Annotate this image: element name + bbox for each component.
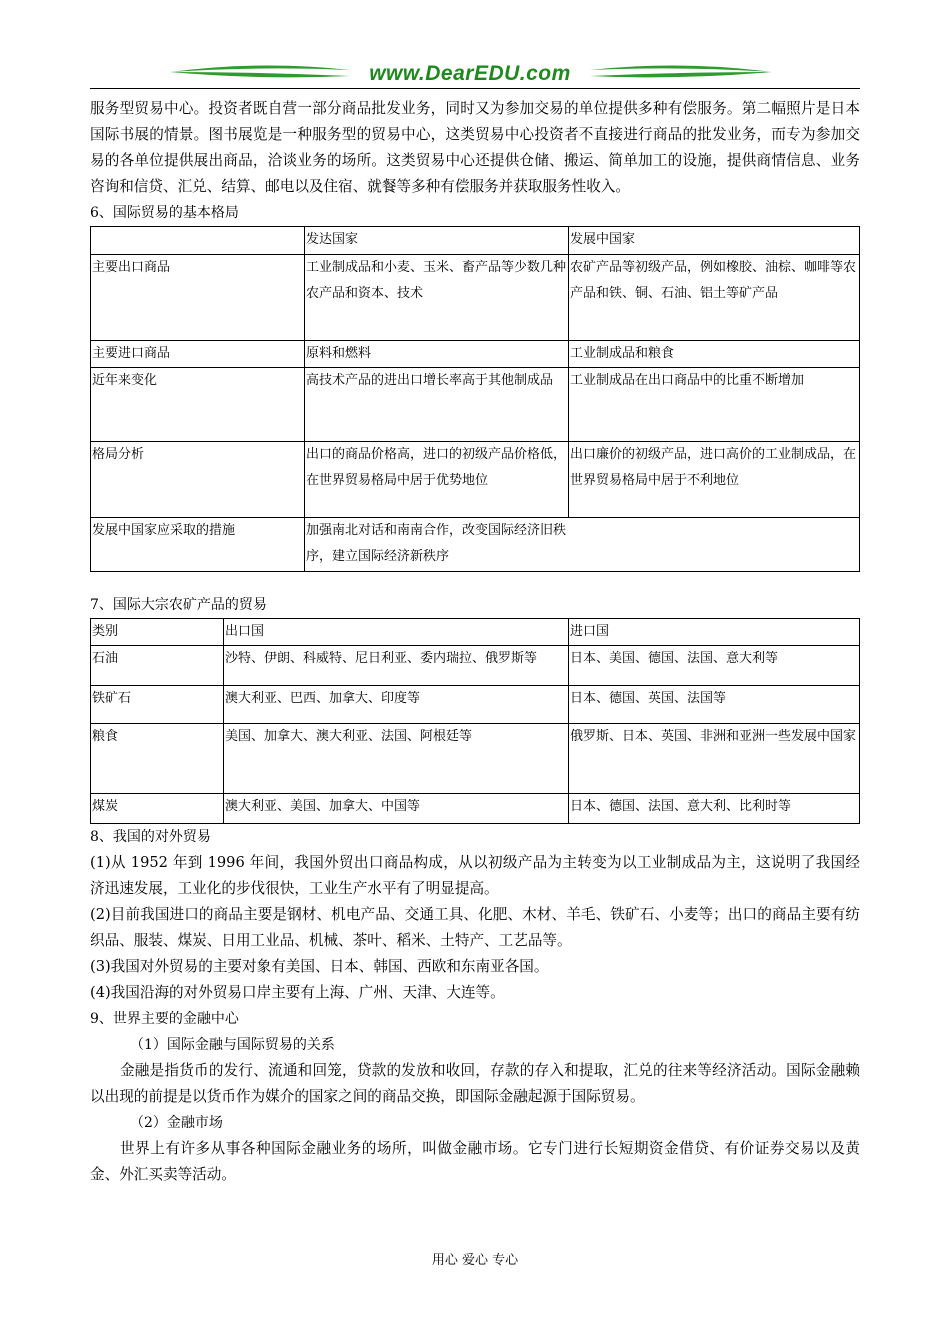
table-cell: 工业制成品和小麦、玉米、畜产品等少数几种农产品和资本、技术: [305, 255, 569, 341]
table-cell: 高技术产品的进出口增长率高于其他制成品: [305, 368, 569, 442]
table-cell: 出口廉价的初级产品，进口高价的工业制成品，在世界贸易格局中居于不利地位: [569, 442, 860, 518]
header-logo: [160, 58, 780, 92]
trade-pattern-table: [90, 226, 860, 572]
table-cell: 发展中国家: [569, 227, 860, 255]
table-cell: 美国、加拿大、澳大利亚、法国、阿根廷等: [224, 724, 569, 794]
table-cell: 近年来变化: [91, 368, 305, 442]
table-cell: 出口的商品价格高，进口的初级产品价格低，在世界贸易格局中居于优势地位: [305, 442, 569, 518]
section8-item: (1)从 1952 年到 1996 年间，我国外贸出口商品构成，从以初级产品为主转变为以工业制成品为主，这说明了我国经济迅速发展，工业化的步伐很快，工业生产水平有了明显提高。: [90, 854, 860, 897]
table-cell: 工业制成品在出口商品中的比重不断增加: [569, 368, 860, 442]
table-row: [91, 794, 860, 824]
table-cell: 沙特、伊朗、科威特、尼日利亚、委内瑞拉、俄罗斯等: [224, 646, 569, 686]
table-cell: 格局分析: [91, 442, 305, 518]
table-cell: 工业制成品和粮食: [569, 341, 860, 368]
table-cell: 粮食: [91, 724, 224, 794]
table-cell: 主要出口商品: [91, 255, 305, 341]
table-cell: 俄罗斯、日本、英国、非洲和亚洲一些发展中国家: [569, 724, 860, 794]
measures-text: 加强南北对话和南南合作，改变国际经济旧秩序，建立国际经济新秩序: [306, 523, 567, 564]
table-header-row: [91, 619, 860, 646]
table-row: [91, 646, 860, 686]
section9-sub1-title: （1）国际金融与国际贸易的关系: [130, 1037, 335, 1053]
section9-sub2-text: 世界上有许多从事各种国际金融业务的场所，叫做金融市场。它专门进行长短期资金借贷、有价证券交易以及黄金、外汇买卖等活动。: [90, 1140, 860, 1183]
table-cell: 发展中国家应采取的措施: [91, 518, 305, 572]
table-cell: 农矿产品等初级产品，例如橡胶、油棕、咖啡等农产品和铁、铜、石油、铝土等矿产品: [569, 255, 860, 341]
section9-heading: 9、世界主要的金融中心: [90, 1011, 239, 1027]
section6-heading: 6、国际贸易的基本格局: [90, 205, 239, 221]
header-rule: [90, 88, 860, 89]
table-cell: 发达国家: [305, 227, 569, 255]
table-cell: [91, 227, 305, 255]
section8-heading: 8、我国的对外贸易: [90, 829, 211, 845]
page-footer: 用心 爱心 专心: [431, 1253, 519, 1268]
intro-paragraph: 服务型贸易中心。投资者既自营一部分商品批发业务，同时又为参加交易的单位提供多种有偿服务。第二幅照片是日本国际书展的情景。图书展览是一种服务型的贸易中心，这类贸易中心投资者不直接进行商品的批发业务，而专为参加交易的各单位提供展出商品，洽谈业务的场所。这类贸易中心还提供仓储、搬运、简单加工的设施，提供商情信息、业务咨询和信贷、汇兑、结算、邮电以及住宿、就餐等多种有偿服务并获取服务性收入。: [90, 100, 860, 195]
logo-text: www.DearEDU.com: [369, 62, 571, 85]
table-cell: 铁矿石: [91, 686, 224, 724]
table-cell: 出口国: [224, 619, 569, 646]
table-header-row: [91, 227, 860, 255]
section9-sub2-title: （2）金融市场: [130, 1115, 223, 1131]
table-row: [91, 518, 860, 572]
section9-sub1-text: 金融是指货币的发行、流通和回笼，贷款的发放和收回，存款的存入和提取，汇兑的往来等经济活动。国际金融赖以出现的前提是以货币作为媒介的国家之间的商品交换，即国际金融起源于国际贸易。: [90, 1062, 860, 1105]
section7-heading: 7、国际大宗农矿产品的贸易: [90, 597, 267, 613]
table-row: [91, 724, 860, 794]
table-cell: 原料和燃料: [305, 341, 569, 368]
table-row: [91, 686, 860, 724]
table-cell: 日本、美国、德国、法国、意大利等: [569, 646, 860, 686]
table-cell: 类别: [91, 619, 224, 646]
section8-item: (3)我国对外贸易的主要对象有美国、日本、韩国、西欧和东南亚各国。: [90, 958, 549, 975]
table-row: [91, 442, 860, 518]
table-row: [91, 341, 860, 368]
section8-item: (2)目前我国进口的商品主要是钢材、机电产品、交通工具、化肥、木材、羊毛、铁矿石、小麦等；出口的商品主要有纺织品、服装、煤炭、日用工业品、机械、茶叶、稻米、土特产、工艺品等。: [90, 906, 860, 949]
table-cell: 澳大利亚、美国、加拿大、中国等: [224, 794, 569, 824]
table-cell: 石油: [91, 646, 224, 686]
commodity-trade-table: [90, 618, 860, 824]
table-cell: 煤炭: [91, 794, 224, 824]
table-row: [91, 255, 860, 341]
table-cell: 日本、德国、法国、意大利、比利时等: [569, 794, 860, 824]
table-cell: 进口国: [569, 619, 860, 646]
table-row: [91, 368, 860, 442]
table-cell: 主要进口商品: [91, 341, 305, 368]
document-body: [90, 96, 860, 1188]
table-cell: 日本、德国、英国、法国等: [569, 686, 860, 724]
section8-item: (4)我国沿海的对外贸易口岸主要有上海、广州、天津、大连等。: [90, 984, 505, 1001]
spacer: [90, 572, 860, 592]
table-cell: [305, 518, 860, 572]
table-cell: 澳大利亚、巴西、加拿大、印度等: [224, 686, 569, 724]
